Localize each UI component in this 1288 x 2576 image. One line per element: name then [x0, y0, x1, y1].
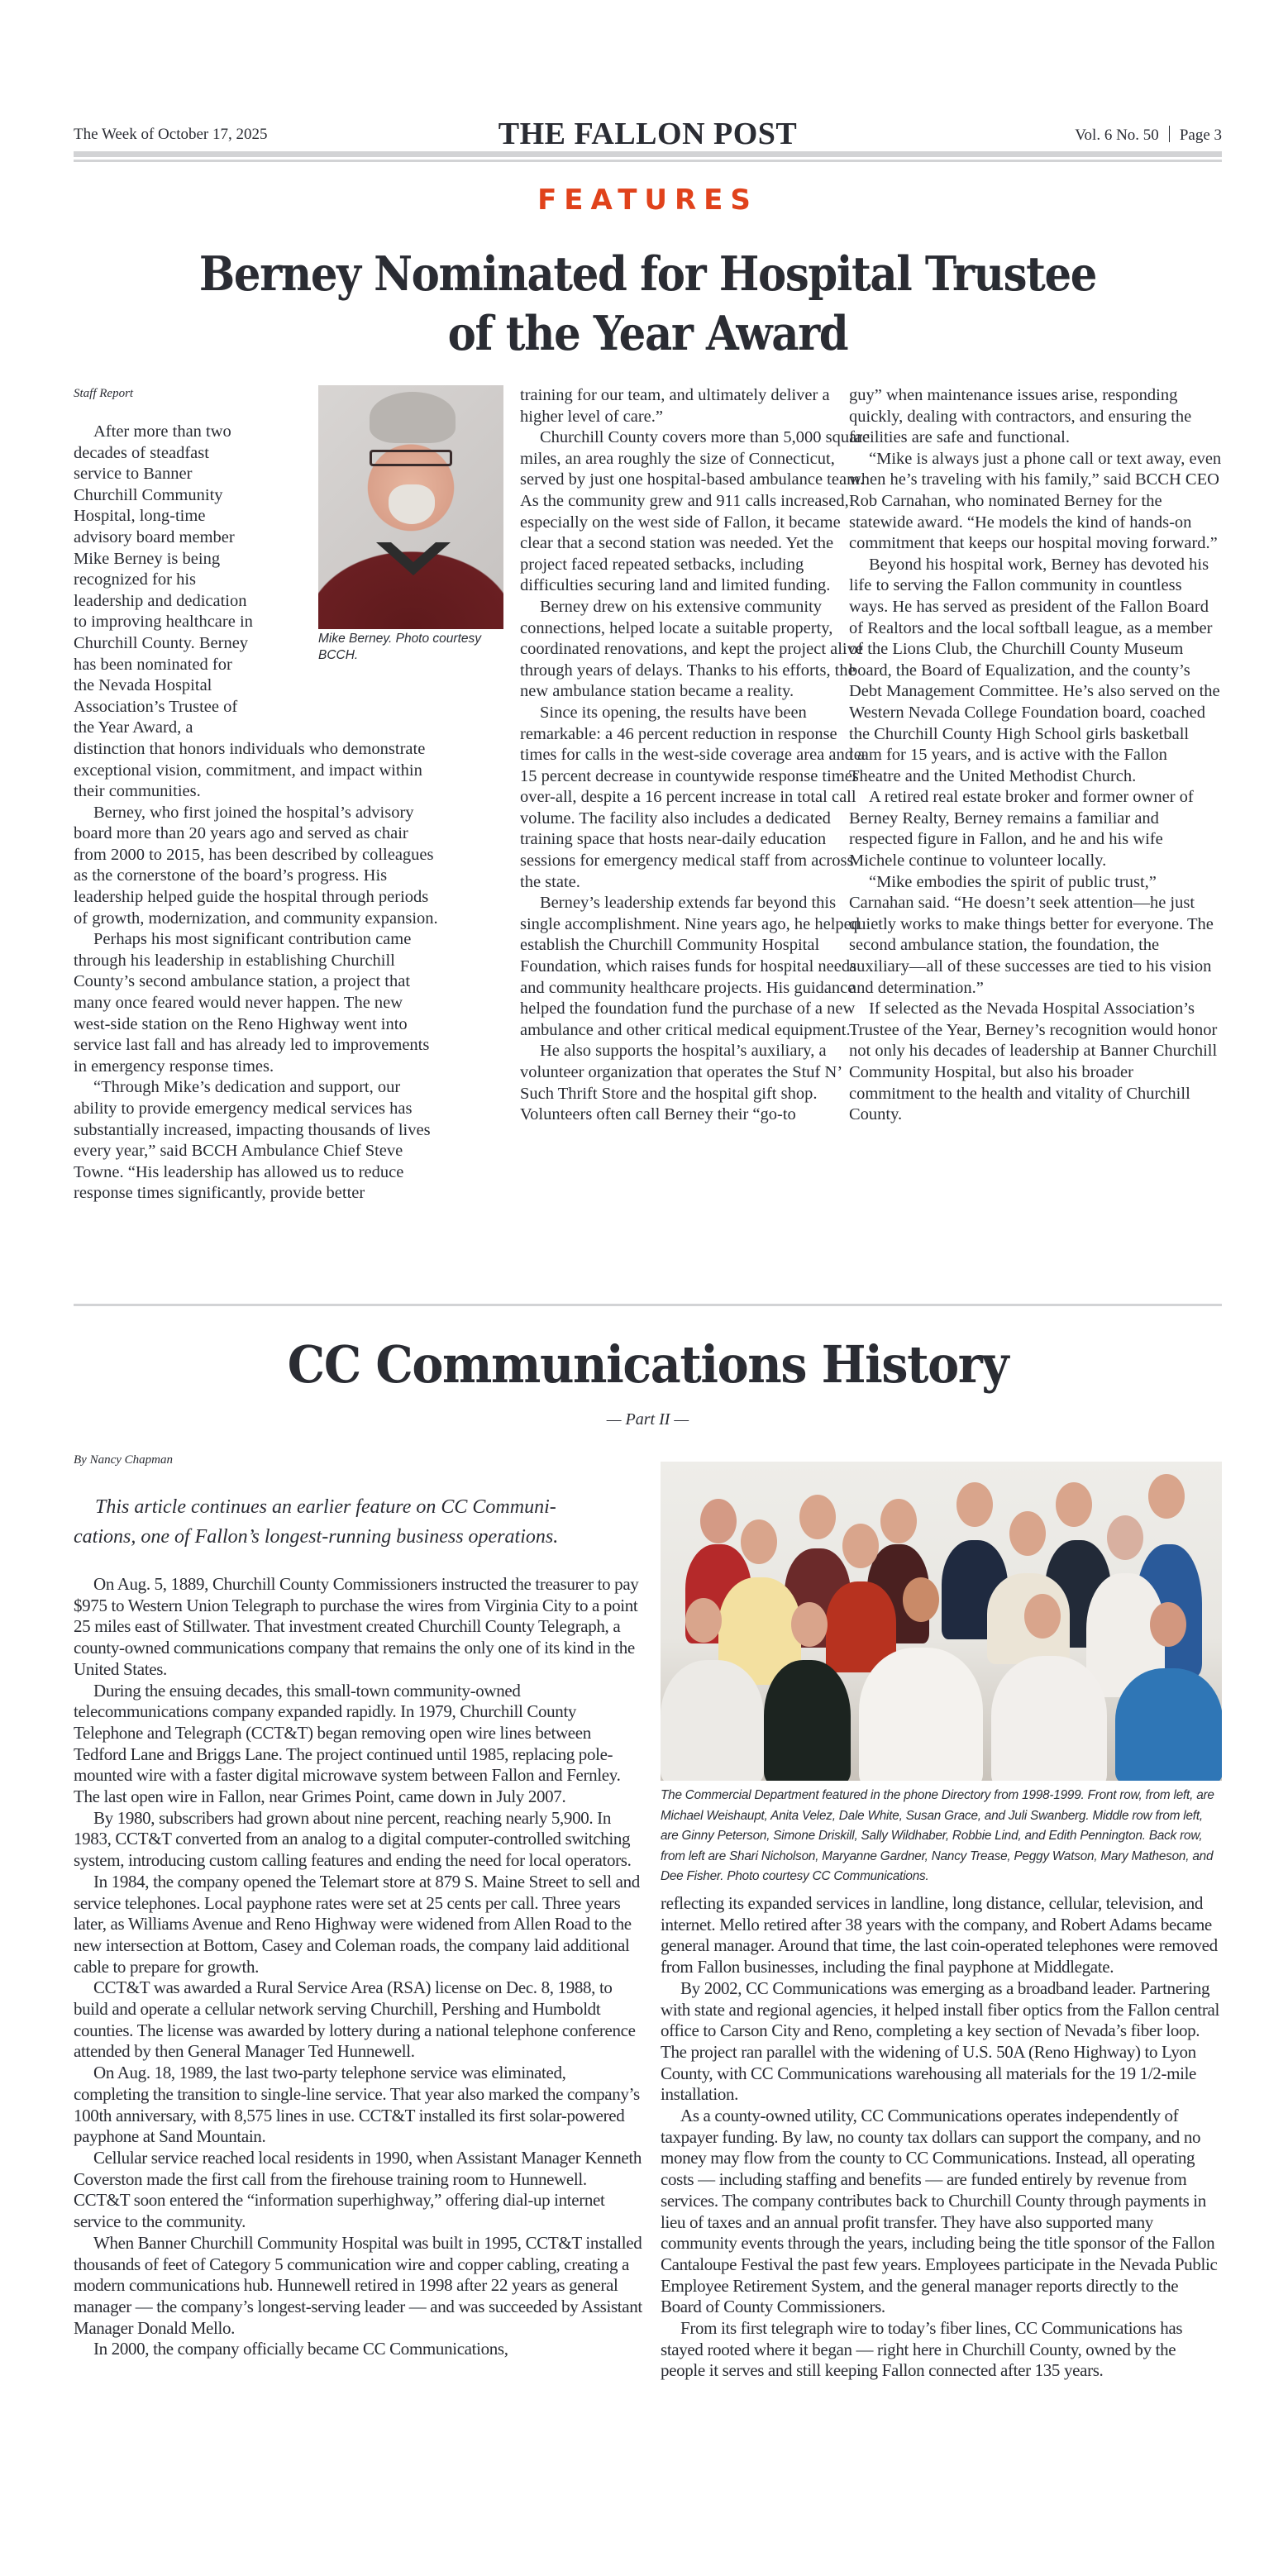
article2-column-1 — [74, 1574, 644, 2360]
section-divider — [74, 1304, 1222, 1306]
article1-column-3 — [849, 385, 1222, 1126]
paragraph: On Aug. 18, 1989, the last two-party telephone service was eliminated, completing the transition to single-line service. That year also marked the company’s 100th anniversary, with 8,575 lines in use. CCT&T installed its first solar-powered payphone at Sand Mountain. — [74, 2063, 640, 2147]
photo-figure-head — [700, 1499, 737, 1543]
photo-figure-head — [1056, 1482, 1092, 1527]
paragraph: “Mike embodies the spirit of public trust,” Carnahan said. “He doesn’t seek attention—he just quietly works to make things better for everyone. The second ambulance station, the foundation, the auxiliary—all of these successes are tied to his vision and determination.” — [849, 872, 1214, 997]
article2-deck — [74, 1492, 652, 1552]
article2-subhead: — Part II — — [606, 1410, 689, 1429]
masthead-rule — [74, 151, 1222, 157]
photo-figure — [991, 1656, 1107, 1781]
article1-column-1 — [74, 422, 441, 1205]
paragraph: “Mike is always just a phone call or text away, even when he’s traveling with his family,” said BCCH CEO Rob Carnahan, who nominated Berney for the statewide award. “He models the kind of hands-on commitment that keeps our hospital moving forward.” — [849, 449, 1222, 553]
photo-figure — [859, 1648, 983, 1781]
paragraph: Berney drew on his extensive community connections, helped locate a suitable property, coordinated renovations, and kept the project alive through years of delays. Thanks to his efforts, the new ambulance station became a reality. — [520, 597, 863, 701]
headline-line: Berney Nominated for Hospital Trustee — [198, 246, 1097, 302]
paragraph: Since its opening, the results have been remarkable: a 46 percent reduction in response times for calls in the west-side coverage area and a 15 percent decrease in countywide response times over-all, despite a 16 percent increase in total call volume. The facility also includes a dedicated training space that hosts near-daily education sessions for emergency medical staff from across the state. — [520, 703, 866, 891]
paragraph: Perhaps his most significant contribution came through his leadership in establishing Churchill County’s second ambulance station, a project that many once feared would never happen. The new west-side station on the Reno Highway went into service last fall and has already led to improvements in emergency response times. — [74, 930, 430, 1076]
paragraph: Berney’s leadership extends far beyond this single accomplishment. Nine years ago, he helped establish the Churchill Community Hospital Foundation, which raises funds for hospital needs and community healthcare projects. His guidance helped the foundation fund the purchase of a new ambulance and other critical medical equipment. — [520, 894, 861, 1039]
paragraph: In 1984, the company opened the Telemart store at 879 S. Maine Street to sell and service telephones. Local payphone rates were set at 25 cents per call. Three years later, as Williams Avenue and Reno Highway were widened from Allen Road to the new intersection at Bottom, Casey and Coleman roads, the company laid additional cable to prepare for growth. — [74, 1871, 640, 1977]
group-photo — [661, 1462, 1222, 1781]
paragraph: After more than two decades of steadfast service to Banner Churchill Community Hospital, long-time advisory board member Mike Berney is being recognized for his leadership and dedication to improving healthcare in Churchill County. Berney has been nominated for the Nevada Hospital Association’s Trustee of the Year Award, a distinction that honors individuals who demonstrate exceptional vision, commitment, and impact within their communities. — [74, 422, 426, 801]
article1-headline — [131, 245, 1164, 364]
photo-figure-head — [903, 1577, 939, 1622]
paragraph: On Aug. 5, 1889, Churchill County Commissioners instructed the treasurer to pay $975 to Western Union Telegraph to purchase the wires from Virginia City to a point 25 miles east of Stillwater. That investment created Churchill County Telegraph, a county-owned communications company that remains the only one of its kind in the United States. — [74, 1574, 639, 1679]
paragraph: If selected as the Nevada Hospital Association’s Trustee of the Year, Berney’s recognition would honor not only his decades of leadership at Banner Churchill Community Hospital, but also his broader commitment to the health and vitality of Churchill County. — [849, 999, 1218, 1124]
photo-figure — [1115, 1668, 1222, 1781]
photo-figure-head — [1024, 1594, 1061, 1639]
paragraph: training for our team, and ultimately deliver a higher level of care.” — [520, 386, 830, 426]
paragraph: When Banner Churchill Community Hospital was built in 1995, CCT&T installed thousands of feet of Category 5 communication wire and copper cabling, creating a modern communications hub. Hunnewell retired in 1998 after 22 years as general manager — the company’s longest-serving leader — and was succeeded by Assistant Manager Donald Mello. — [74, 2232, 642, 2338]
volume-number: Vol. 6 No. 50 — [1075, 126, 1159, 144]
section-kicker: FEATURES — [537, 184, 758, 217]
paragraph: Churchill County covers more than 5,000 square miles, an area roughly the size of Connecticut, served by just one hospital-based ambulance team. As the community grew and 911 calls increased, especially on the west side of Fallon, it became clear that a second station was needed. Yet the project faced repeated setbacks, including difficulties securing land and limited funding. — [520, 428, 871, 595]
divider — [1169, 126, 1170, 142]
issue-date: The Week of October 17, 2025 — [74, 126, 268, 143]
photo-figure-head — [1148, 1474, 1185, 1519]
photo-wrap-space — [255, 422, 441, 719]
article2-headline: CC Communications History — [287, 1334, 1009, 1395]
photo-figure-head — [741, 1519, 777, 1564]
photo-figure-head — [842, 1524, 879, 1568]
paragraph: CCT&T was awarded a Rural Service Area (RSA) license on Dec. 8, 1988, to build and operate a cellular network serving Churchill, Pershing and Humboldt counties. The license was awarded by lottery during a national telephone conference attended by then General Manager Ted Hunnewell. — [74, 1977, 636, 2062]
photo-figure-head — [1150, 1602, 1186, 1647]
masthead — [74, 116, 1222, 149]
paragraph: By 2002, CC Communications was emerging as a broadband leader. Partnering with state and regional agencies, it helped install fiber optics from the Fallon central office to Carson City and Reno, completing a key section of Nevada’s fiber loop. The project ran parallel with the widening of U.S. 50A (Reno Highway) to Lyon County, with CC Communications warehousing all materials for the 19 1/2-mile installation. — [661, 1977, 1219, 2105]
paragraph: reflecting its expanded services in landline, long distance, cellular, television, and internet. Mello retired after 38 years with the company, and Robert Adams became general manager. Around that time, the last coin-operated telephones were removed from Fallon businesses, including the final payphone at Middlegate. — [661, 1893, 1218, 1977]
photo-figure-head — [799, 1495, 836, 1539]
photo-figure-head — [791, 1602, 828, 1647]
paragraph: From its first telegraph wire to today’s fiber lines, CC Communications has stayed rooted where it began — right here in Churchill County, owned by the people it serves and still keeping Fallon connected after 135 years. — [661, 2318, 1183, 2381]
photo-caption: Mike Berney. Photo courtesy BCCH. — [318, 632, 481, 662]
paragraph: Beyond his hospital work, Berney has devoted his life to serving the Fallon community in countless ways. He has served as president of the Fallon Board of Realtors and the local softball league, as a member of the Lions Club, the Churchill County Museum board, the Board of Equalization, and the county’s Debt Management Committee. He’s also served on the Western Nevada College Foundation board, coached the Churchill County High School girls basketball team for 15 years, and is active with the Fallon Theatre and the United Methodist Church. — [849, 555, 1220, 785]
publication-title: THE FALLON POST — [498, 117, 798, 151]
photo-caption: The Commercial Department featured in the phone Directory from 1998-1999. Front row, from left, are Michael Weishaupt, Anita Velez, Dale White, Susan Grace, and Juli Swanberg. Middle row from left, are Ginny Peterson, Simone Driskill, Sally Wildhaber, Robbie Lind, and Edith Pennington. Back row, from left are Shari Nicholson, Maryanne Gardner, Nancy Trease, Peggy Watson, Mary Matheson, and Dee Fisher. Photo courtesy CC Communications. — [661, 1788, 1214, 1883]
paragraph: guy” when maintenance issues arise, responding quickly, dealing with contractors, and ensuring the facilities are safe and functional. — [849, 386, 1192, 447]
paragraph: Cellular service reached local residents in 1990, when Assistant Manager Kenneth Coverston made the first call from the firehouse training room to Hunnewell. CCT&T soon entered the “information superhighway,” offering dial-up internet service to the community. — [74, 2147, 642, 2232]
paragraph: During the ensuing decades, this small-town community-owned telecommunications company expanded rapidly. In 1979, Churchill County Telephone and Telegraph (CCT&T) began removing open wire lines between Tedford Lane and Briggs Lane. The project continued until 1985, replacing pole-mounted wire with a faster digital microwave system between Fallon and Fernley. The last open wire in Fallon, near Grimes Point, came down in July 2007. — [74, 1680, 621, 1807]
photo-figure-head — [685, 1598, 722, 1643]
photo-figure-head — [1009, 1511, 1046, 1556]
photo-figure-head — [1107, 1515, 1143, 1560]
paragraph: As a county-owned utility, CC Communications operates independently of taxpayer funding. By law, no county tax dollars can support the company, and no money may flow from the county to CC Communications. Instead, all operating costs — including staffing and benefits — are funded entirely by revenue from services. The company contributes back to Churchill County through payments in lieu of taxes and an annual profit transfer. They have also supported many community events through the years, including being the title sponsor of the Fallon Cantaloupe Festival the past few years. Employees participate in the Nevada Public Employee Retirement System, and the general manager reports directly to the Board of County Commissioners. — [661, 2106, 1218, 2317]
paragraph: By 1980, subscribers had grown about nine percent, reaching nearly 5,900. In 1983, CCT&T converted from an analog to a digital computer-controlled switching system, introducing custom calling features and ending the need for local operators. — [74, 1807, 632, 1871]
deck-line: cations, one of Fallon’s longest-running business operations. — [74, 1526, 559, 1548]
photo-figure-head — [880, 1499, 917, 1543]
paragraph: Berney, who first joined the hospital’s advisory board more than 20 years ago and served as chair from 2000 to 2015, has been described by colleagues as the cornerstone of the board’s progress. His leadership helped guide the hospital through periods of growth, modernization, and community expansion. — [74, 803, 438, 928]
photo-figure-head — [956, 1482, 993, 1527]
article2-byline: By Nancy Chapman — [74, 1453, 173, 1467]
photo-figure — [764, 1660, 851, 1781]
issue-info — [1075, 126, 1222, 145]
headline-line: of the Year Award — [447, 306, 848, 361]
photo-figure — [661, 1660, 764, 1781]
page-number: Page 3 — [1179, 126, 1222, 144]
paragraph: “Through Mike’s dedication and support, our ability to provide emergency medical services has substantially increased, impacting thousands of lives every year,” said BCCH Ambulance Chief Steve Towne. “His leadership has allowed us to reduce response times significantly, provide better — [74, 1078, 431, 1203]
masthead-rule-thin — [74, 160, 1222, 162]
paragraph: A retired real estate broker and former owner of Berney Realty, Berney remains a familiar and respected figure in Fallon, and he and his wife Michele continue to volunteer locally. — [849, 788, 1194, 871]
article2-column-2 — [661, 1893, 1222, 2382]
paragraph: He also supports the hospital’s auxiliary, a volunteer organization that operates the Stuf N’ Such Thrift Store and the hospital gift shop. Volunteers often call Berney their “go-to — [520, 1042, 842, 1124]
paragraph: In 2000, the company officially became CC Communications, — [93, 2339, 508, 2359]
article1-byline: Staff Report — [74, 387, 134, 400]
deck-line: This article continues an earlier feature on CC Communi- — [95, 1496, 556, 1518]
article1-column-2 — [520, 385, 877, 1126]
